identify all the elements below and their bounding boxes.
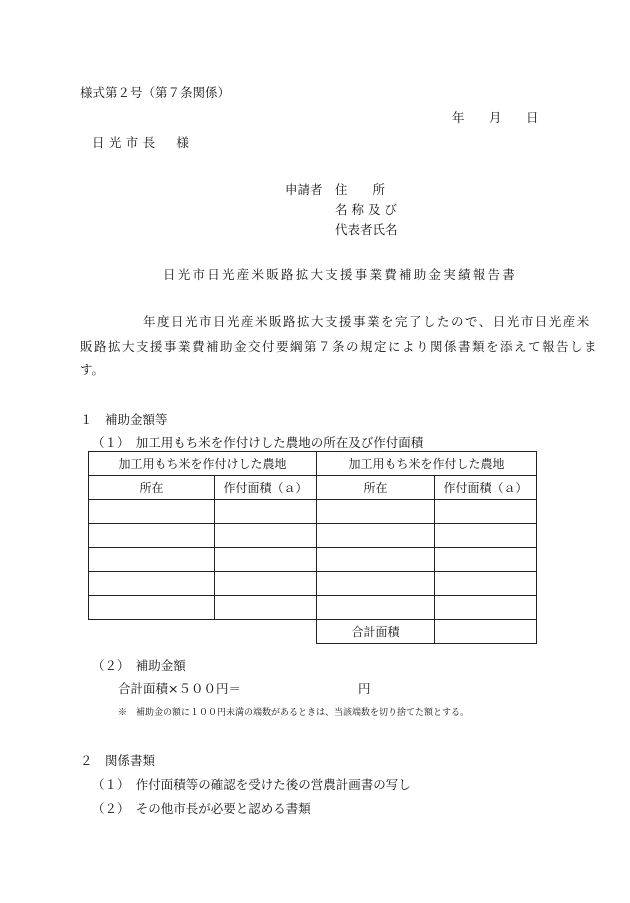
applicant-label: 申請者	[285, 182, 323, 197]
table-cell	[89, 548, 215, 572]
date-day-label: 日	[526, 110, 539, 125]
date-month-label: 月	[489, 110, 502, 125]
body-line-3: す。	[80, 362, 105, 377]
table-cell	[317, 572, 435, 596]
section1-sub2: （２） 補助金額	[92, 658, 186, 673]
date-year-label: 年	[452, 110, 465, 125]
table-row	[89, 596, 537, 620]
total-area-value	[435, 620, 537, 644]
table-row	[89, 500, 537, 524]
yen-unit: 円	[358, 681, 371, 696]
section2-heading: ２ 関係書類	[80, 753, 156, 768]
table-cell	[435, 500, 537, 524]
table-cell	[89, 572, 215, 596]
report-title: 日光市日光産米販路拡大支援事業費補助金実績報告書	[163, 267, 518, 282]
section2-item1: （１） 作付面積等の確認を受けた後の営農計画書の写し	[92, 777, 411, 792]
table-cell	[215, 596, 317, 620]
rounding-note: ※ 補助金の額に１００円未満の端数があるときは、当該端数を切り捨てた額とする。	[118, 708, 470, 718]
body-line-2: 販路拡大支援事業費補助金交付要綱第７条の規定により関係書類を添えて報告しま	[80, 339, 599, 354]
table-group-header-right: 加工用もち米を作付した農地	[317, 452, 537, 476]
table-col-area: 作付面積（ａ）	[435, 476, 537, 500]
table-col-area: 作付面積（ａ）	[215, 476, 317, 500]
table-cell	[215, 548, 317, 572]
table-blank	[89, 620, 215, 644]
addressee: 日光市長 様	[92, 135, 194, 150]
table-row	[89, 548, 537, 572]
table-col-location: 所在	[317, 476, 435, 500]
subsidy-formula: 合計面積×５００円＝	[118, 681, 241, 696]
table-cell	[317, 596, 435, 620]
table-row	[89, 524, 537, 548]
table-cell	[435, 596, 537, 620]
name-label-1: 名 称 及 び	[335, 202, 397, 217]
table-group-header-left: 加工用もち米を作付けした農地	[89, 452, 317, 476]
table-cell	[317, 548, 435, 572]
table-cell	[317, 500, 435, 524]
section1-heading: １ 補助金額等	[80, 412, 168, 427]
body-line-1: 年度日光市日光産米販路拡大支援事業を完了したので、日光市日光産米	[143, 314, 591, 329]
table-cell	[215, 524, 317, 548]
total-area-label: 合計面積	[317, 620, 435, 644]
table-cell	[215, 572, 317, 596]
table-col-location: 所在	[89, 476, 215, 500]
table-cell	[89, 596, 215, 620]
section2-item2: （２） その他市長が必要と認める書類	[92, 801, 311, 816]
address-label: 住 所	[335, 182, 386, 197]
table-row	[89, 572, 537, 596]
table-total-row	[89, 620, 537, 644]
table-cell	[435, 548, 537, 572]
table-cell	[89, 524, 215, 548]
table-cell	[435, 524, 537, 548]
table-cell	[435, 572, 537, 596]
farmland-table	[88, 451, 537, 644]
table-cell	[317, 524, 435, 548]
section1-sub1: （１） 加工用もち米を作付けした農地の所在及び作付面積	[92, 435, 424, 450]
table-cell	[215, 500, 317, 524]
name-label-2: 代表者氏名	[335, 222, 398, 237]
form-number: 様式第２号（第７条関係）	[80, 85, 231, 100]
table-cell	[89, 500, 215, 524]
table-blank	[215, 620, 317, 644]
